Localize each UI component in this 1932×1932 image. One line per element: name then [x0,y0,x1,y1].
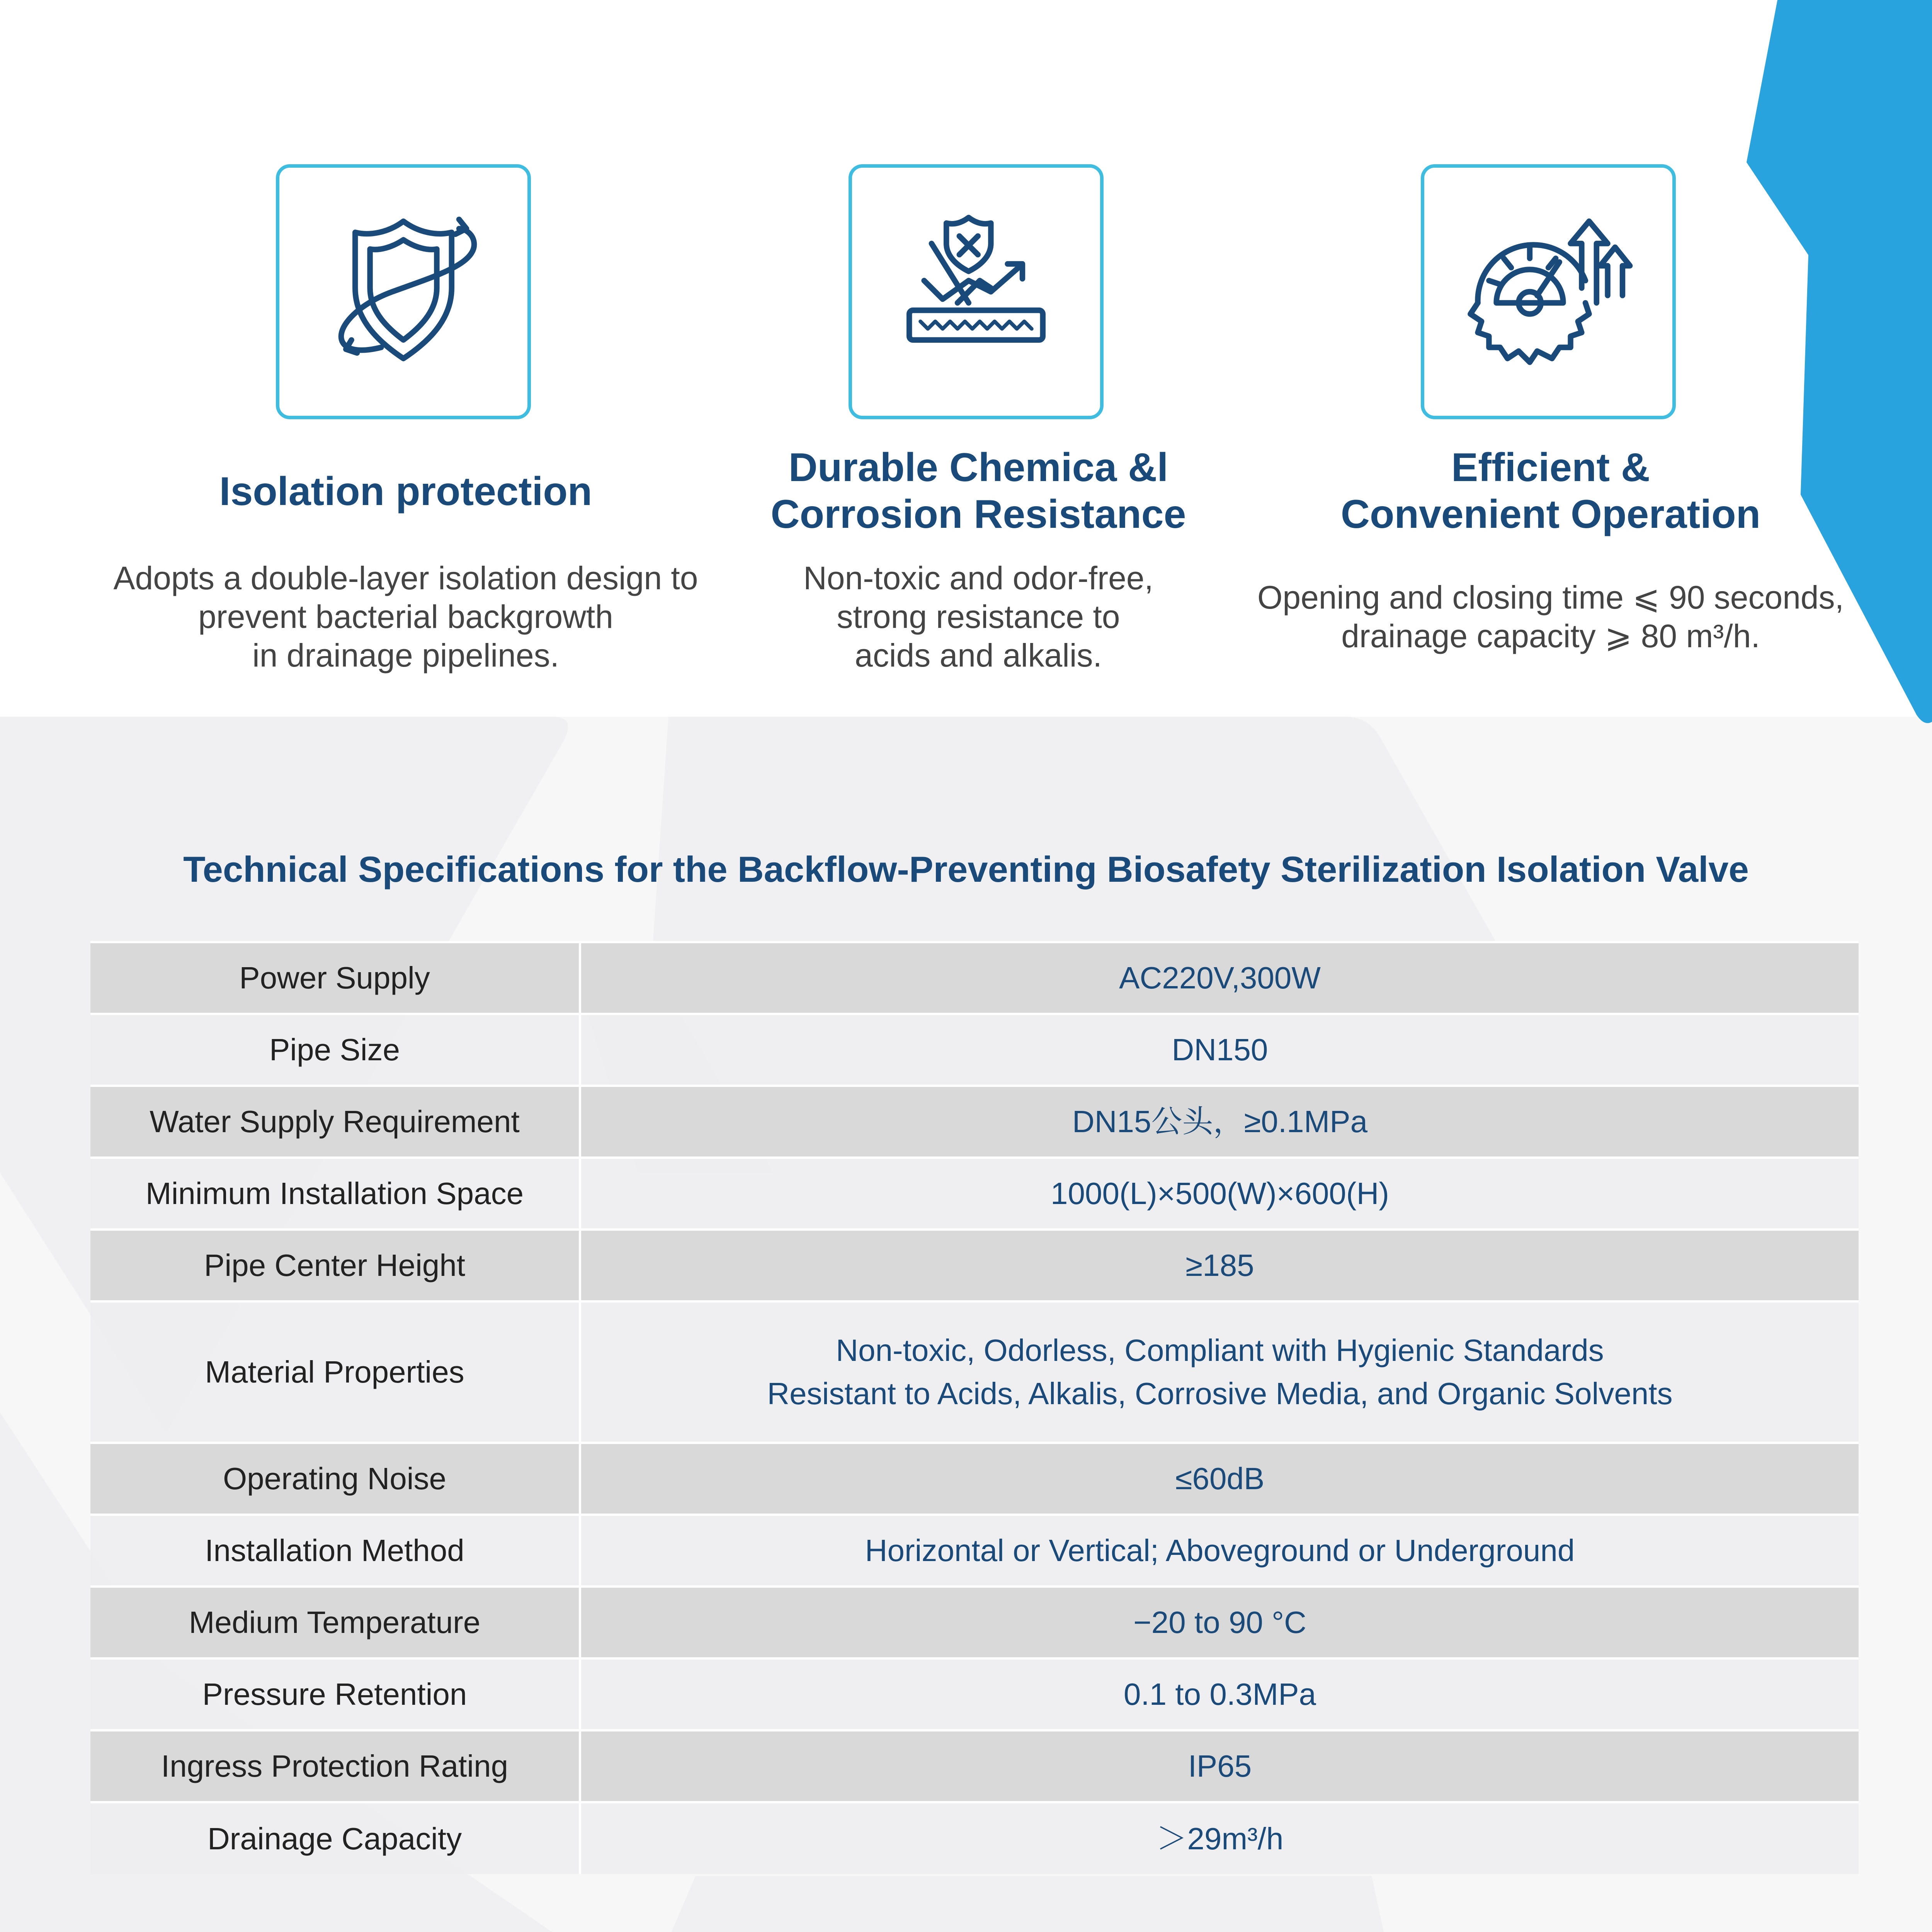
spec-value: AC220V,300W [580,942,1859,1014]
spec-label: Medium Temperature [90,1587,580,1658]
spec-value: IP65 [580,1730,1859,1802]
spec-label: Ingress Protection Rating [90,1730,580,1802]
spec-value: 1000(L)×500(W)×600(H) [580,1158,1859,1230]
spec-value: DN15公头，≥0.1MPa [580,1086,1859,1158]
spec-value: −20 to 90 °C [580,1587,1859,1658]
spec-label: Drainage Capacity [90,1802,580,1874]
spec-label: Water Supply Requirement [90,1086,580,1158]
spec-label: Material Properties [90,1301,580,1443]
spec-value: ＞29m³/h [580,1802,1859,1874]
spec-value: 0.1 to 0.3MPa [580,1658,1859,1730]
table-row [90,1587,1859,1658]
spec-value [580,1301,1859,1443]
spec-label: Operating Noise [90,1443,580,1515]
gauge-gear-icon [1456,199,1641,384]
table-row [90,1730,1859,1802]
table-row [90,1014,1859,1086]
chemical-resistance-icon [883,199,1069,384]
feature-icon-box [849,164,1104,419]
feature-description: Adopts a double-layer isolation design to prevent bacterial backgrowth in drainage pipelines. [113,560,698,673]
spec-label: Power Supply [90,942,580,1014]
table-row [90,1443,1859,1515]
spec-label: Pressure Retention [90,1658,580,1730]
spec-value-line: Non-toxic, Odorless, Compliant with Hygienic Standards [836,1333,1604,1367]
spec-value: Horizontal or Vertical; Aboveground or Underground [580,1515,1859,1587]
shield-orbit-icon [311,199,496,384]
feature-title: Durable Chemica &l Corrosion Resistance [770,445,1186,537]
spec-value: DN150 [580,1014,1859,1086]
table-row [90,942,1859,1014]
table-row [90,1515,1859,1587]
table-row [90,1158,1859,1230]
feature-description: Non-toxic and odor-free, strong resistance to acids and alkalis. [803,560,1153,673]
spec-value: ≥185 [580,1230,1859,1301]
feature-title: Isolation protection [219,469,592,514]
spec-label: Minimum Installation Space [90,1158,580,1230]
table-row [90,1301,1859,1443]
specifications-table [90,941,1859,1874]
table-row [90,1802,1859,1874]
table-row [90,1086,1859,1158]
specifications-title: Technical Specifications for the Backflow-Preventing Biosafety Sterilization Isolation Valve [183,849,1749,889]
feature-title: Efficient & Convenient Operation [1340,445,1761,537]
spec-label: Pipe Center Height [90,1230,580,1301]
spec-value-line: Resistant to Acids, Alkalis, Corrosive Media, and Organic Solvents [767,1376,1673,1411]
feature-icon-box [1421,164,1676,419]
spec-label: Installation Method [90,1515,580,1587]
spec-value: ≤60dB [580,1443,1859,1515]
table-row [90,1658,1859,1730]
spec-label: Pipe Size [90,1014,580,1086]
feature-description: Opening and closing time ⩽ 90 seconds, drainage capacity ⩾ 80 m³/h. [1257,579,1844,654]
table-row [90,1230,1859,1301]
feature-icon-box [276,164,531,419]
